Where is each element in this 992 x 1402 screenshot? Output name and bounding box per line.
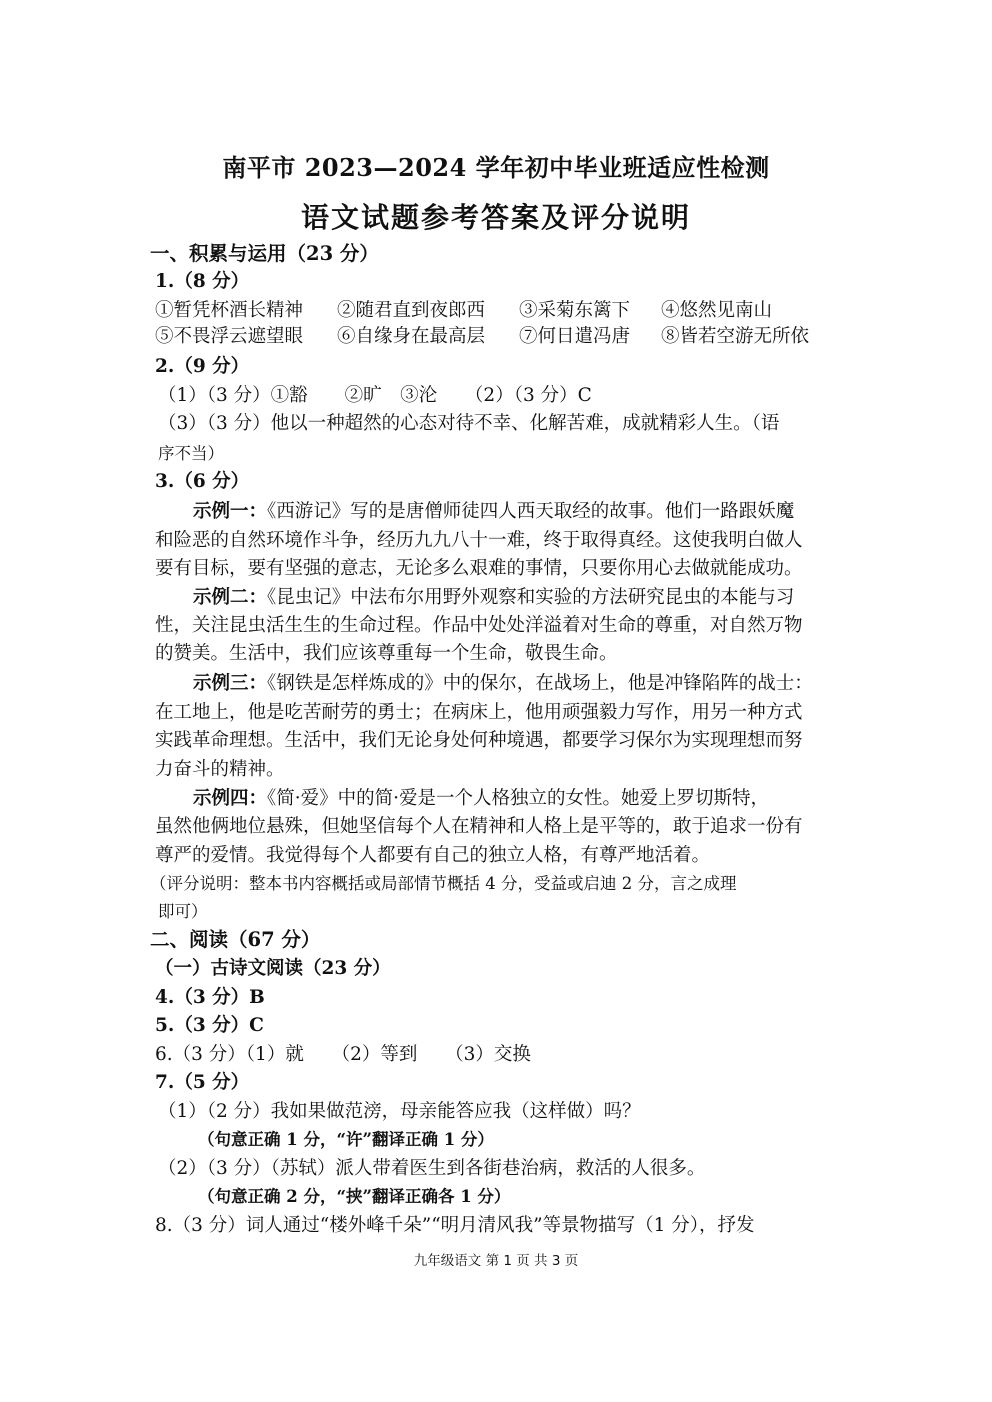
- answer-item: ①暂凭杯酒长精神: [155, 300, 304, 321]
- scoring-note-line-2: 即可）: [158, 902, 208, 921]
- question-7-heading: 7.（5 分）: [155, 1072, 250, 1093]
- example-4-line-2: 虽然他俩地位悬殊，但她坚信每个人在精神和人格上是平等的，敢于追求一份有: [155, 816, 803, 837]
- example-3-label: 示例三：: [193, 673, 268, 694]
- answer-item: ⑥自缘身在最高层: [337, 326, 486, 347]
- question-1-heading: 1.（8 分）: [155, 271, 250, 292]
- subsection-heading-1: （一）古诗文阅读（23 分）: [155, 958, 391, 979]
- document-subtitle: 语文试题参考答案及评分说明: [300, 201, 691, 234]
- section-heading-1: 一、积累与运用（23 分）: [150, 242, 379, 265]
- example-4-line-1: 示例四：《简·爱》中的简·爱是一个人格独立的女性。她爱上罗切斯特，: [193, 788, 770, 809]
- question-2-part-1-2: （1）（3 分）①豁 ②旷 ③沦 （2）（3 分）C: [158, 385, 592, 406]
- example-3-line-3: 实践革命理想。生活中，我们无论身处何种境遇，都要学习保尔为实现理想而努: [155, 730, 803, 751]
- answer-item: ②随君直到夜郎西: [337, 300, 486, 321]
- question-4: 4.（3 分）B: [155, 987, 265, 1008]
- scoring-note-line-1: （评分说明：整本书内容概括或局部情节概括 4 分，受益或启迪 2 分，言之成理: [150, 874, 737, 893]
- question-2-heading: 2.（9 分）: [155, 356, 250, 377]
- answer-item: ④悠然见南山: [661, 300, 773, 321]
- section-heading-2: 二、阅读（67 分）: [150, 928, 321, 951]
- question-1-row-1: [155, 299, 772, 323]
- example-2-line-3: 的赞美。生活中，我们应该尊重每一个生命，敬畏生命。: [155, 643, 618, 664]
- example-2-line-2: 性，关注昆虫活生生的生命过程。作品中处处洋溢着对生命的尊重，对自然万物: [155, 615, 803, 636]
- example-1-line-2: 和险恶的自然环境作斗争，经历九九八十一难，终于取得真经。这使我明白做人: [155, 530, 803, 551]
- question-6: 6.（3 分）（1）就 （2）等到 （3）交换: [155, 1044, 531, 1065]
- document-title: 南平市 2023—2024 学年初中毕业班适应性检测: [222, 153, 770, 182]
- example-2-label: 示例二：: [193, 587, 268, 608]
- example-1-line-1: 示例一：《西游记》写的是唐僧师徒四人西天取经的故事。他们一路跟妖魔: [193, 501, 795, 522]
- question-2-part-3: （3）（3 分）他以一种超然的心态对待不幸、化解苦难，成就精彩人生。（语: [158, 413, 780, 434]
- answer-item: ⑤不畏浮云遮望眼: [155, 326, 304, 347]
- example-3-line-1: 示例三：《钢铁是怎样炼成的》中的保尔，在战场上，他是冲锋陷阵的战士：: [193, 673, 813, 694]
- question-5: 5.（3 分）C: [155, 1015, 264, 1036]
- page-footer: 九年级语文 第 1 页 共 3 页: [413, 1253, 579, 1269]
- question-8: 8.（3 分）词人通过“楼外峰千朵”“明月清风我”等景物描写（1 分），抒发: [155, 1215, 755, 1236]
- question-7-answer-2: （2）（3 分）（苏轼）派人带着医生到各街巷治病，救活的人很多。: [158, 1158, 706, 1179]
- example-3-line-2: 在工地上，他是吃苦耐劳的勇士；在病床上，他用顽强毅力写作，用另一种方式: [155, 702, 803, 723]
- question-3-heading: 3.（6 分）: [155, 471, 250, 492]
- example-3-line-4: 力奋斗的精神。: [155, 759, 285, 780]
- question-7-answer-1: （1）（2 分）我如果做范滂，母亲能答应我（这样做）吗？: [158, 1101, 641, 1122]
- example-2-line-1: 示例二：《昆虫记》中法布尔用野外观察和实验的方法研究昆虫的本能与习: [193, 587, 795, 608]
- question-7-note-1: （句意正确 1 分，“许”翻译正确 1 分）: [198, 1130, 494, 1149]
- question-1-row-2: [155, 325, 809, 349]
- example-1-label: 示例一：: [193, 501, 268, 522]
- answer-item: ⑧皆若空游无所依: [661, 326, 810, 347]
- example-4-line-3: 尊严的爱情。我觉得每个人都要有自己的独立人格，有尊严地活着。: [155, 845, 711, 866]
- answer-item: ⑦何日遣冯唐: [519, 326, 631, 347]
- answer-item: ③采菊东篱下: [519, 300, 631, 321]
- example-4-label: 示例四：: [193, 788, 268, 809]
- question-2-part-3-cont: 序不当）: [158, 444, 224, 463]
- example-1-line-3: 要有目标，要有坚强的意志，无论多么艰难的事情，只要你用心去做就能成功。: [155, 558, 803, 579]
- question-7-note-2: （句意正确 2 分，“挟”翻译正确各 1 分）: [198, 1187, 511, 1206]
